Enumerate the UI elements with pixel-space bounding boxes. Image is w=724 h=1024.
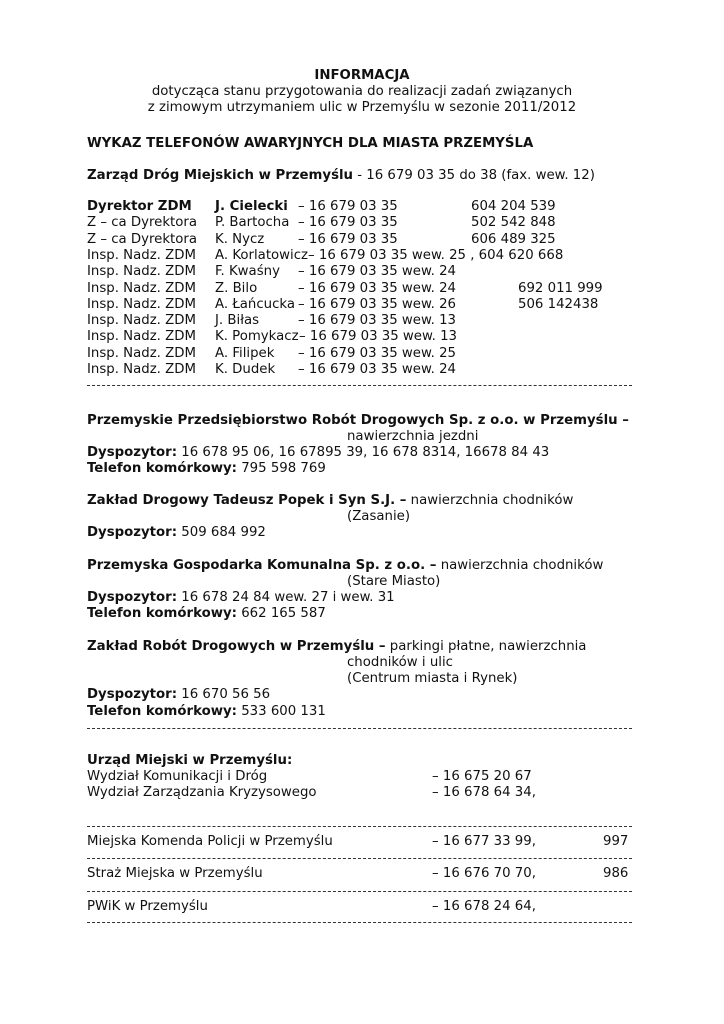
staff-role: Z – ca Dyrektora bbox=[87, 231, 198, 247]
service-phone: – 16 678 24 64, bbox=[432, 899, 536, 914]
divider bbox=[87, 826, 632, 827]
company-scope: nawierzchnia chodników bbox=[410, 493, 574, 508]
department-name: Wydział Komunikacji i Dróg bbox=[87, 769, 268, 784]
service-name: PWiK w Przemyślu bbox=[87, 899, 208, 914]
company-name: Zakład Drogowy Tadeusz Popek i Syn S.J. – bbox=[87, 493, 407, 508]
divider bbox=[87, 728, 632, 729]
mobile-phone: 662 165 587 bbox=[241, 606, 326, 621]
staff-name: A. Łańcucka bbox=[215, 296, 296, 312]
document-subtitle: dotycząca stanu przygotowania do realizacji zadań związanych bbox=[151, 84, 573, 99]
staff-name: J. Cielecki bbox=[215, 199, 288, 214]
staff-mobile: 606 489 325 bbox=[471, 231, 556, 247]
staff-phone: – 16 679 03 35 wew. 26 bbox=[298, 296, 457, 312]
staff-name: P. Bartocha bbox=[215, 215, 290, 231]
staff-name: Z. Bilo bbox=[215, 280, 258, 296]
staff-mobile: 604 204 539 bbox=[471, 199, 556, 214]
staff-role: Insp. Nadz. ZDM bbox=[87, 247, 196, 263]
mobile-label: Telefon komórkowy: bbox=[87, 461, 237, 476]
staff-name: K. Dudek bbox=[215, 362, 276, 377]
company-line bbox=[87, 639, 586, 655]
department-phone: – 16 678 64 34, bbox=[432, 785, 536, 800]
mobile-phone: 795 598 769 bbox=[241, 461, 326, 476]
document-title: INFORMACJA bbox=[314, 68, 410, 83]
dispatcher-phone: 16 678 95 06, 16 67895 39, 16 678 8314, 16678 84 43 bbox=[181, 445, 550, 460]
staff-role: Insp. Nadz. ZDM bbox=[87, 280, 196, 296]
staff-phone: – 16 679 03 35 wew. 24 bbox=[298, 362, 457, 377]
dispatcher-label: Dyspozytor: bbox=[87, 445, 178, 460]
staff-name: J. Biłas bbox=[215, 313, 260, 329]
company-line bbox=[87, 493, 573, 509]
divider bbox=[87, 922, 632, 923]
company-scope: nawierzchnia jezdni bbox=[347, 429, 479, 444]
dispatcher-phone: 16 670 56 56 bbox=[181, 687, 271, 702]
company-scope: chodników i ulic bbox=[347, 655, 453, 670]
dispatcher-label: Dyspozytor: bbox=[87, 590, 178, 605]
mobile-phone: 533 600 131 bbox=[241, 704, 326, 719]
staff-name: K. Pomykacz bbox=[215, 329, 299, 345]
department-name: Wydział Zarządzania Kryzysowego bbox=[87, 785, 317, 800]
service-phone: – 16 677 33 99, bbox=[432, 834, 536, 849]
zdm-phone: - 16 679 03 35 do 38 (fax. wew. 12) bbox=[357, 168, 595, 183]
divider bbox=[87, 891, 632, 892]
staff-phone: – 16 679 03 35 wew. 13 bbox=[299, 329, 458, 345]
staff-name: K. Nycz bbox=[215, 231, 265, 247]
company-scope: parkingi płatne, nawierzchnia bbox=[389, 639, 587, 654]
staff-role: Z – ca Dyrektora bbox=[87, 215, 198, 231]
company-name: Przemyskie Przedsiębiorstwo Robót Drogowych Sp. z o.o. w Przemyślu – bbox=[87, 413, 629, 428]
staff-phone: – 16 679 03 35 wew. 13 bbox=[298, 313, 457, 329]
service-name: Straż Miejska w Przemyślu bbox=[87, 866, 263, 881]
city-hall-title: Urząd Miejski w Przemyślu: bbox=[87, 753, 293, 768]
zdm-name: Zarząd Dróg Miejskich w Przemyślu bbox=[87, 168, 354, 183]
dispatcher-line bbox=[87, 525, 266, 541]
mobile-line bbox=[87, 606, 326, 622]
company-name: Zakład Robót Drogowych w Przemyślu – bbox=[87, 639, 386, 654]
staff-phone: – 16 679 03 35 wew. 25 bbox=[298, 345, 457, 361]
staff-mobile: 502 542 848 bbox=[471, 215, 556, 231]
service-name: Miejska Komenda Policji w Przemyślu bbox=[87, 834, 333, 849]
zdm-line bbox=[87, 168, 595, 184]
staff-phone: – 16 679 03 35 wew. 24 bbox=[298, 264, 457, 280]
company-area: (Stare Miasto) bbox=[347, 574, 441, 589]
dispatcher-label: Dyspozytor: bbox=[87, 687, 178, 702]
staff-role: Insp. Nadz. ZDM bbox=[87, 264, 196, 280]
dispatcher-line bbox=[87, 687, 270, 703]
service-emergency: 997 bbox=[603, 834, 629, 849]
document-subtitle: z zimowym utrzymaniem ulic w Przemyślu w sezonie 2011/2012 bbox=[147, 100, 577, 115]
staff-name: A. Korlatowicz bbox=[215, 247, 309, 263]
mobile-line bbox=[87, 461, 326, 477]
mobile-line bbox=[87, 704, 326, 720]
staff-role: Insp. Nadz. ZDM bbox=[87, 296, 196, 312]
staff-role: Insp. Nadz. ZDM bbox=[87, 313, 196, 329]
company-name: Przemyska Gospodarka Komunalna Sp. z o.o. – bbox=[87, 558, 437, 573]
company-scope: nawierzchnia chodników bbox=[440, 558, 604, 573]
staff-role: Insp. Nadz. ZDM bbox=[87, 329, 196, 345]
mobile-label: Telefon komórkowy: bbox=[87, 606, 237, 621]
divider bbox=[87, 385, 632, 386]
dispatcher-line bbox=[87, 590, 395, 606]
dispatcher-label: Dyspozytor: bbox=[87, 525, 178, 540]
dispatcher-line bbox=[87, 445, 549, 461]
company-area: (Zasanie) bbox=[347, 509, 411, 524]
section-title: WYKAZ TELEFONÓW AWARYJNYCH DLA MIASTA PRZEMYŚLA bbox=[87, 136, 534, 151]
staff-role: Insp. Nadz. ZDM bbox=[87, 362, 196, 377]
company-line bbox=[87, 558, 603, 574]
dispatcher-phone: 509 684 992 bbox=[181, 525, 266, 540]
staff-phone: – 16 679 03 35 wew. 24 bbox=[298, 280, 457, 296]
staff-role: Insp. Nadz. ZDM bbox=[87, 345, 196, 361]
service-emergency: 986 bbox=[603, 866, 629, 881]
staff-mobile: 692 011 999 bbox=[518, 280, 603, 296]
staff-phone: – 16 679 03 35 bbox=[298, 199, 398, 214]
department-phone: – 16 675 20 67 bbox=[432, 769, 532, 784]
mobile-label: Telefon komórkowy: bbox=[87, 704, 237, 719]
company-area: (Centrum miasta i Rynek) bbox=[347, 671, 518, 686]
staff-role: Dyrektor ZDM bbox=[87, 199, 192, 214]
staff-name: F. Kwaśny bbox=[215, 264, 280, 280]
staff-mobile: 506 142438 bbox=[518, 296, 599, 312]
service-phone: – 16 676 70 70, bbox=[432, 866, 536, 881]
staff-phone: – 16 679 03 35 bbox=[298, 231, 398, 247]
staff-phone: – 16 679 03 35 bbox=[298, 215, 398, 231]
divider bbox=[87, 858, 632, 859]
staff-phone: – 16 679 03 35 wew. 25 , 604 620 668 bbox=[308, 247, 564, 263]
dispatcher-phone: 16 678 24 84 wew. 27 i wew. 31 bbox=[181, 590, 395, 605]
staff-name: A. Filipek bbox=[215, 345, 275, 361]
